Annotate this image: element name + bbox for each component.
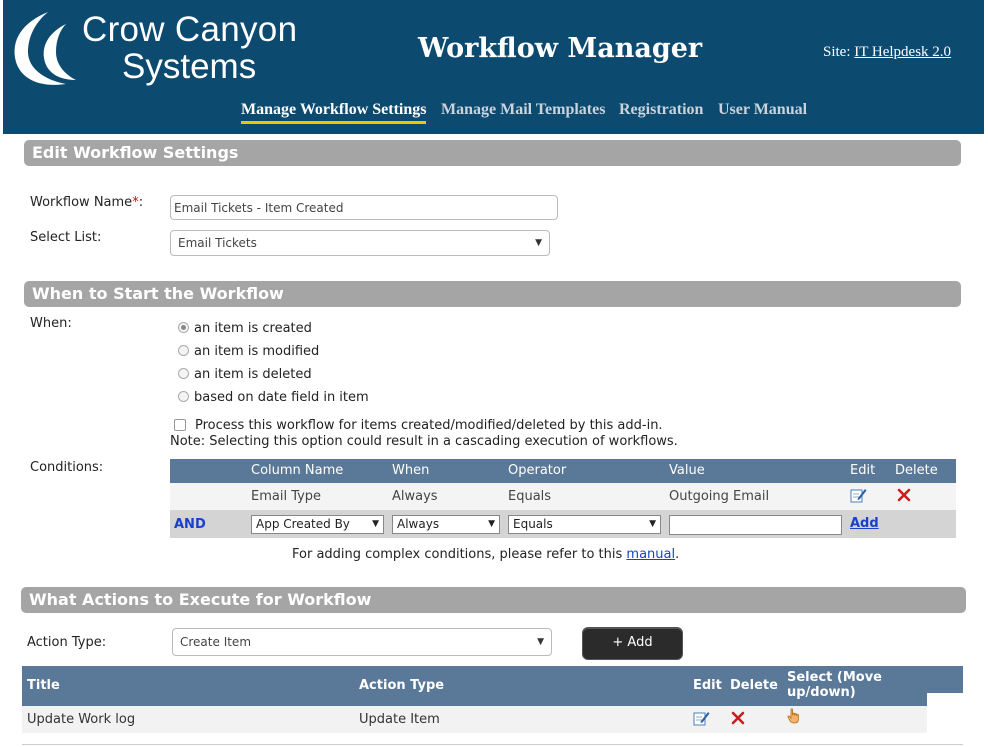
col-header-action-delete: Delete: [730, 678, 778, 693]
col-header-select-move-line1: Select (Move: [787, 670, 882, 685]
new-condition-when-value: Always: [397, 517, 440, 531]
and-conjunction: AND: [174, 517, 206, 532]
action-title: Update Work log: [27, 712, 136, 727]
workflow-name-input[interactable]: Email Tickets - Item Created: [170, 195, 558, 220]
complex-conditions-note: For adding complex conditions, please refer to this manual.: [292, 547, 680, 562]
col-header-edit: Edit: [850, 463, 876, 478]
radio-date-field-label: based on date field in item: [194, 390, 369, 405]
col-header-column-name: Column Name: [251, 463, 344, 478]
when-label: When:: [30, 316, 72, 331]
nav-manage-workflow-settings[interactable]: Manage Workflow Settings: [241, 101, 426, 124]
chevron-down-icon: ▼: [537, 637, 544, 647]
radio-item-modified-label: an item is modified: [194, 344, 320, 359]
cascade-note: Note: Selecting this option could result in a cascading execution of workflows.: [170, 434, 678, 449]
new-condition-column-select[interactable]: [251, 515, 384, 534]
action-type-label: Action Type:: [27, 635, 107, 650]
app-title: Workflow Manager: [418, 33, 703, 64]
logo-text-line2: Systems: [122, 47, 257, 86]
col-header-action-type: Action Type: [359, 678, 445, 693]
col-header-operator: Operator: [508, 463, 567, 478]
chevron-down-icon: ▼: [649, 519, 656, 529]
col-header-select-move-line2: up/down): [787, 685, 856, 700]
process-addin-checkbox[interactable]: [174, 419, 186, 431]
new-condition-column-value: App Created By: [256, 517, 350, 531]
condition-column: Email Type: [251, 489, 322, 504]
site-link[interactable]: IT Helpdesk 2.0: [854, 44, 952, 60]
chevron-down-icon: ▼: [488, 519, 495, 529]
new-condition-operator-select[interactable]: [508, 515, 661, 534]
action-type-value: Create Item: [180, 635, 252, 649]
section-actions: What Actions to Execute for Workflow: [21, 587, 966, 613]
chevron-down-icon: ▼: [372, 519, 379, 529]
chevron-down-icon: ▼: [535, 238, 542, 248]
col-header-action-edit: Edit: [693, 678, 722, 693]
col-header-value: Value: [669, 463, 705, 478]
edit-pencil-icon[interactable]: [693, 710, 710, 726]
action-type-cell: Update Item: [359, 712, 440, 727]
select-list-dropdown[interactable]: [170, 230, 550, 256]
radio-item-created-label: an item is created: [194, 321, 312, 336]
crow-canyon-logo-icon: [8, 10, 78, 90]
radio-date-field[interactable]: [178, 391, 189, 402]
nav-registration[interactable]: Registration: [619, 101, 704, 118]
condition-operator: Equals: [508, 489, 552, 504]
manual-link[interactable]: manual: [626, 547, 676, 562]
required-mark: *: [132, 195, 139, 210]
add-condition-link[interactable]: Add: [850, 516, 879, 531]
workflow-name-label: Workflow Name*:: [30, 195, 144, 210]
site-label: Site:: [823, 44, 851, 60]
table-bottom-divider: [22, 744, 963, 745]
radio-item-deleted-label: an item is deleted: [194, 367, 312, 382]
header-notch: [927, 693, 963, 706]
radio-item-modified[interactable]: [178, 345, 189, 356]
new-condition-value-input[interactable]: [669, 515, 842, 535]
new-condition-operator-value: Equals: [513, 517, 553, 531]
condition-when: Always: [392, 489, 438, 504]
col-header-delete: Delete: [895, 463, 938, 478]
nav-manage-mail-templates[interactable]: Manage Mail Templates: [441, 101, 606, 118]
process-addin-label: Process this workflow for items created/modified/deleted by this add-in.: [195, 418, 663, 433]
new-condition-when-select[interactable]: [392, 515, 500, 534]
select-list-label: Select List:: [30, 230, 102, 245]
conditions-label: Conditions:: [30, 460, 104, 475]
col-header-title: Title: [27, 678, 60, 693]
col-header-select-move: [787, 670, 882, 700]
delete-x-icon[interactable]: [897, 488, 911, 502]
action-type-dropdown[interactable]: [172, 628, 552, 656]
site-indicator: [823, 44, 951, 61]
col-header-when: When: [392, 463, 430, 478]
select-list-value: Email Tickets: [178, 236, 257, 250]
radio-item-created[interactable]: [178, 322, 189, 333]
delete-x-icon[interactable]: [731, 711, 745, 725]
condition-value: Outgoing Email: [669, 489, 770, 504]
section-when-to-start: When to Start the Workflow: [24, 281, 961, 307]
radio-item-deleted[interactable]: [178, 368, 189, 379]
logo-text-line1: Crow Canyon: [82, 10, 298, 49]
hand-pointer-icon[interactable]: [787, 708, 801, 724]
section-edit-workflow-settings: Edit Workflow Settings: [24, 140, 961, 166]
edit-pencil-icon[interactable]: [850, 487, 867, 503]
nav-user-manual[interactable]: User Manual: [718, 101, 808, 118]
add-action-button[interactable]: + Add: [582, 627, 683, 660]
